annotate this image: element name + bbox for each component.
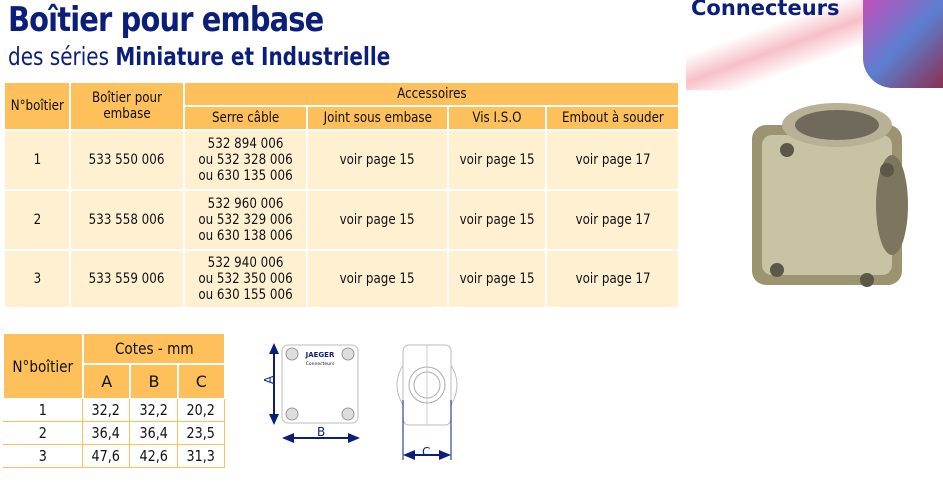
table-row [3, 399, 225, 422]
cell-b: 42,6 [130, 445, 177, 468]
cell-c: 20,2 [178, 399, 225, 422]
connectors-image [863, 0, 943, 88]
cell-n-boitier: 1 [5, 131, 69, 189]
cell-n-boitier: 3 [5, 251, 69, 307]
cell-a: 32,2 [83, 399, 130, 422]
header-embout: Embout à souder [547, 107, 678, 129]
page-title: Boîtier pour embase [8, 0, 324, 40]
housing-photo [742, 95, 917, 295]
dimension-a-label: A [262, 375, 276, 384]
table-row [5, 131, 678, 189]
cell-embout: voir page 17 [547, 251, 678, 307]
cell-serre-cable: 532 894 006 ou 532 328 006 ou 630 135 006 [185, 131, 306, 189]
header-joint: Joint sous embase [308, 107, 447, 129]
cell-vis: voir page 15 [449, 131, 545, 189]
header-n-boitier: N°boîtier [3, 333, 83, 399]
dimension-c-label: C [422, 445, 431, 459]
cell-b: 32,2 [130, 399, 177, 422]
header-c: C [178, 364, 225, 399]
dimension-b-label: B [317, 425, 326, 439]
dimensions-table [3, 333, 225, 468]
cell-b: 36,4 [130, 422, 177, 445]
table-row [3, 445, 225, 468]
front-view-drawing [262, 340, 362, 445]
table-row [5, 251, 678, 307]
cell-n-boitier: 2 [5, 191, 69, 249]
header-b: B [130, 364, 177, 399]
cell-boitier-ref: 533 550 006 [71, 131, 183, 189]
cell-n: 3 [3, 445, 83, 468]
subtitle-prefix: des séries [8, 42, 110, 71]
cell-vis: voir page 15 [449, 191, 545, 249]
header-boitier: Boîtier pour embase [71, 83, 183, 129]
page-subtitle [8, 42, 390, 71]
accessories-table [3, 81, 680, 309]
header-n-boitier: N°boîtier [5, 83, 69, 129]
cell-n: 2 [3, 422, 83, 445]
brand-label: JAEGER [305, 351, 335, 359]
subtitle-bold: Miniature et Industrielle [115, 42, 391, 71]
table-row [3, 422, 225, 445]
header-a: A [83, 364, 130, 399]
cell-boitier-ref: 533 558 006 [71, 191, 183, 249]
brand-sub-label: Connecteurs [305, 362, 335, 367]
cell-joint: voir page 15 [308, 191, 447, 249]
cell-a: 47,6 [83, 445, 130, 468]
table-row [5, 191, 678, 249]
cell-c: 23,5 [178, 422, 225, 445]
header-serre-cable: Serre câble [185, 107, 306, 129]
cell-boitier-ref: 533 559 006 [71, 251, 183, 307]
cell-joint: voir page 15 [308, 251, 447, 307]
cell-serre-cable: 532 940 006 ou 532 350 006 ou 630 155 006 [185, 251, 306, 307]
cell-vis: voir page 15 [449, 251, 545, 307]
header-vis: Vis I.S.O [449, 107, 545, 129]
header-cotes: Cotes - mm [83, 333, 225, 364]
logo-text: Connecteurs [691, 0, 840, 20]
cell-c: 31,3 [178, 445, 225, 468]
cell-embout: voir page 17 [547, 191, 678, 249]
cell-embout: voir page 17 [547, 131, 678, 189]
side-view-drawing [395, 340, 470, 465]
connecteurs-logo [686, 0, 943, 90]
cell-n: 1 [3, 399, 83, 422]
cell-serre-cable: 532 960 006 ou 532 329 006 ou 630 138 006 [185, 191, 306, 249]
cell-a: 36,4 [83, 422, 130, 445]
cell-joint: voir page 15 [308, 131, 447, 189]
header-accessoires: Accessoires [185, 83, 678, 105]
